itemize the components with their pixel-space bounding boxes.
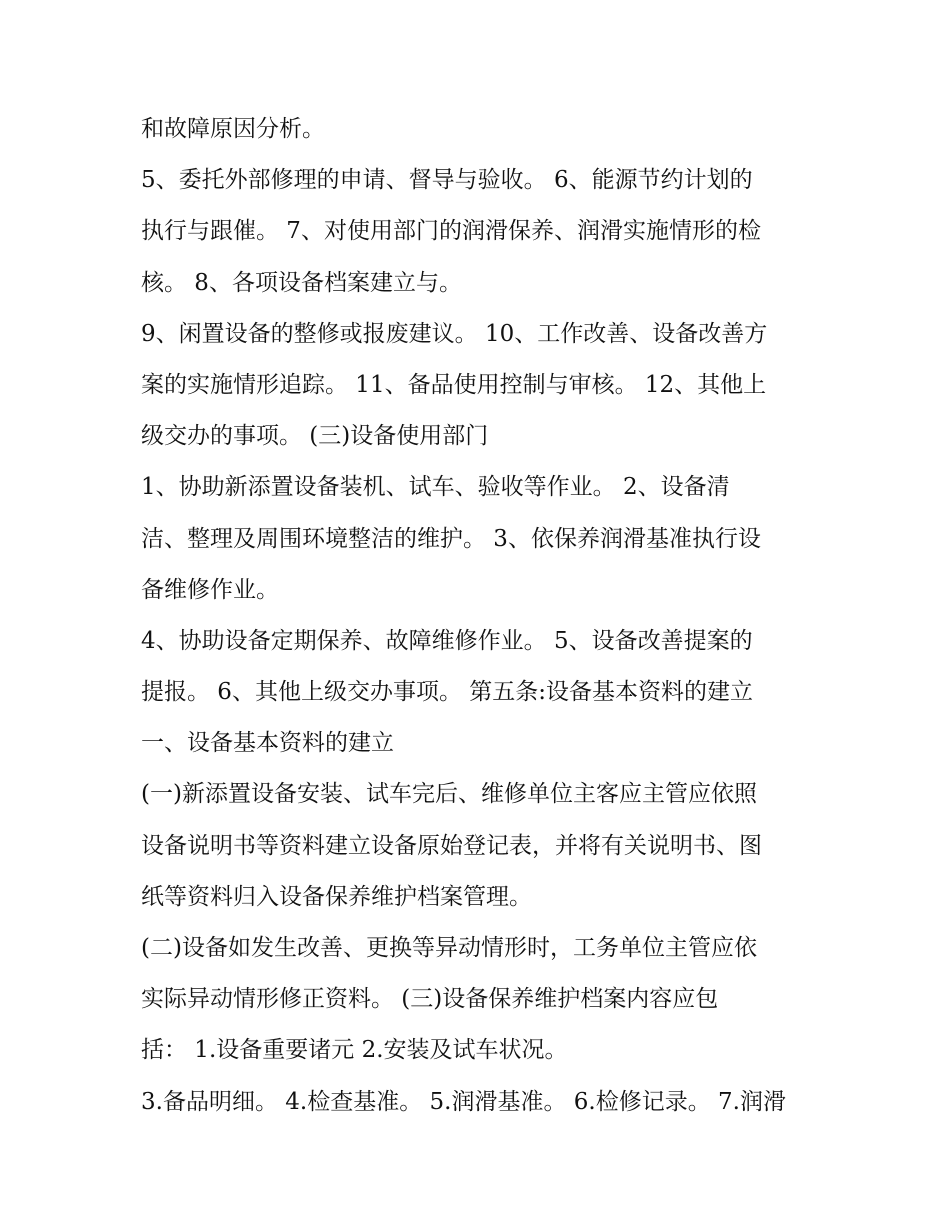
text-line: (二)设备如发生改善、更换等异动情形时，工务单位主管应依	[141, 935, 757, 961]
section-heading: 一、设备基本资料的建立	[141, 730, 394, 757]
text-line: 1、协助新添置设备装机、试车、验收等作业。 2、设备清	[141, 474, 730, 501]
text-line: 执行与跟催。 7、对使用部门的润滑保养、润滑实施情形的检	[141, 218, 761, 245]
text-line: 核。 8、各项设备档案建立与。	[141, 269, 462, 296]
text-line: 纸等资料归入设备保养维护档案管理。	[141, 883, 532, 910]
text-line: 提报。 6、其他上级交办事项。 第五条:设备基本资料的建立	[141, 679, 754, 706]
text-line: 3.备品明细。 4.检查基准。 5.润滑基准。 6.检修记录。 7.润滑	[141, 1088, 786, 1115]
text-line: 9、闲置设备的整修或报废建议。 10、工作改善、设备改善方	[141, 320, 768, 347]
text-line: 4、协助设备定期保养、故障维修作业。 5、设备改善提案的	[141, 627, 753, 654]
text-line: 洁、整理及周围环境整洁的维护。 3、依保养润滑基准执行设	[141, 525, 761, 552]
document-body	[141, 104, 821, 1128]
text-line: 备维修作业。	[141, 576, 279, 603]
text-line: 级交办的事项。 (三)设备使用部门	[141, 423, 489, 450]
text-line: 实际异动情形修正资料。 (三)设备保养维护档案内容应包	[141, 986, 719, 1013]
text-line: 括： 1.设备重要诸元 2.安装及试车状况。	[141, 1037, 568, 1064]
text-line: 案的实施情形追踪。 11、备品使用控制与审核。 12、其他上	[141, 371, 767, 398]
text-line: (一)新添置设备安装、试车完后、维修单位主客应主管应依照	[141, 781, 757, 808]
text-line: 设备说明书等资料建立设备原始登记表，并将有关说明书、图	[141, 832, 762, 859]
text-line: 和故障原因分析。	[141, 116, 325, 142]
text-line: 5、委托外部修理的申请、督导与验收。 6、能源节约计划的	[141, 167, 753, 194]
